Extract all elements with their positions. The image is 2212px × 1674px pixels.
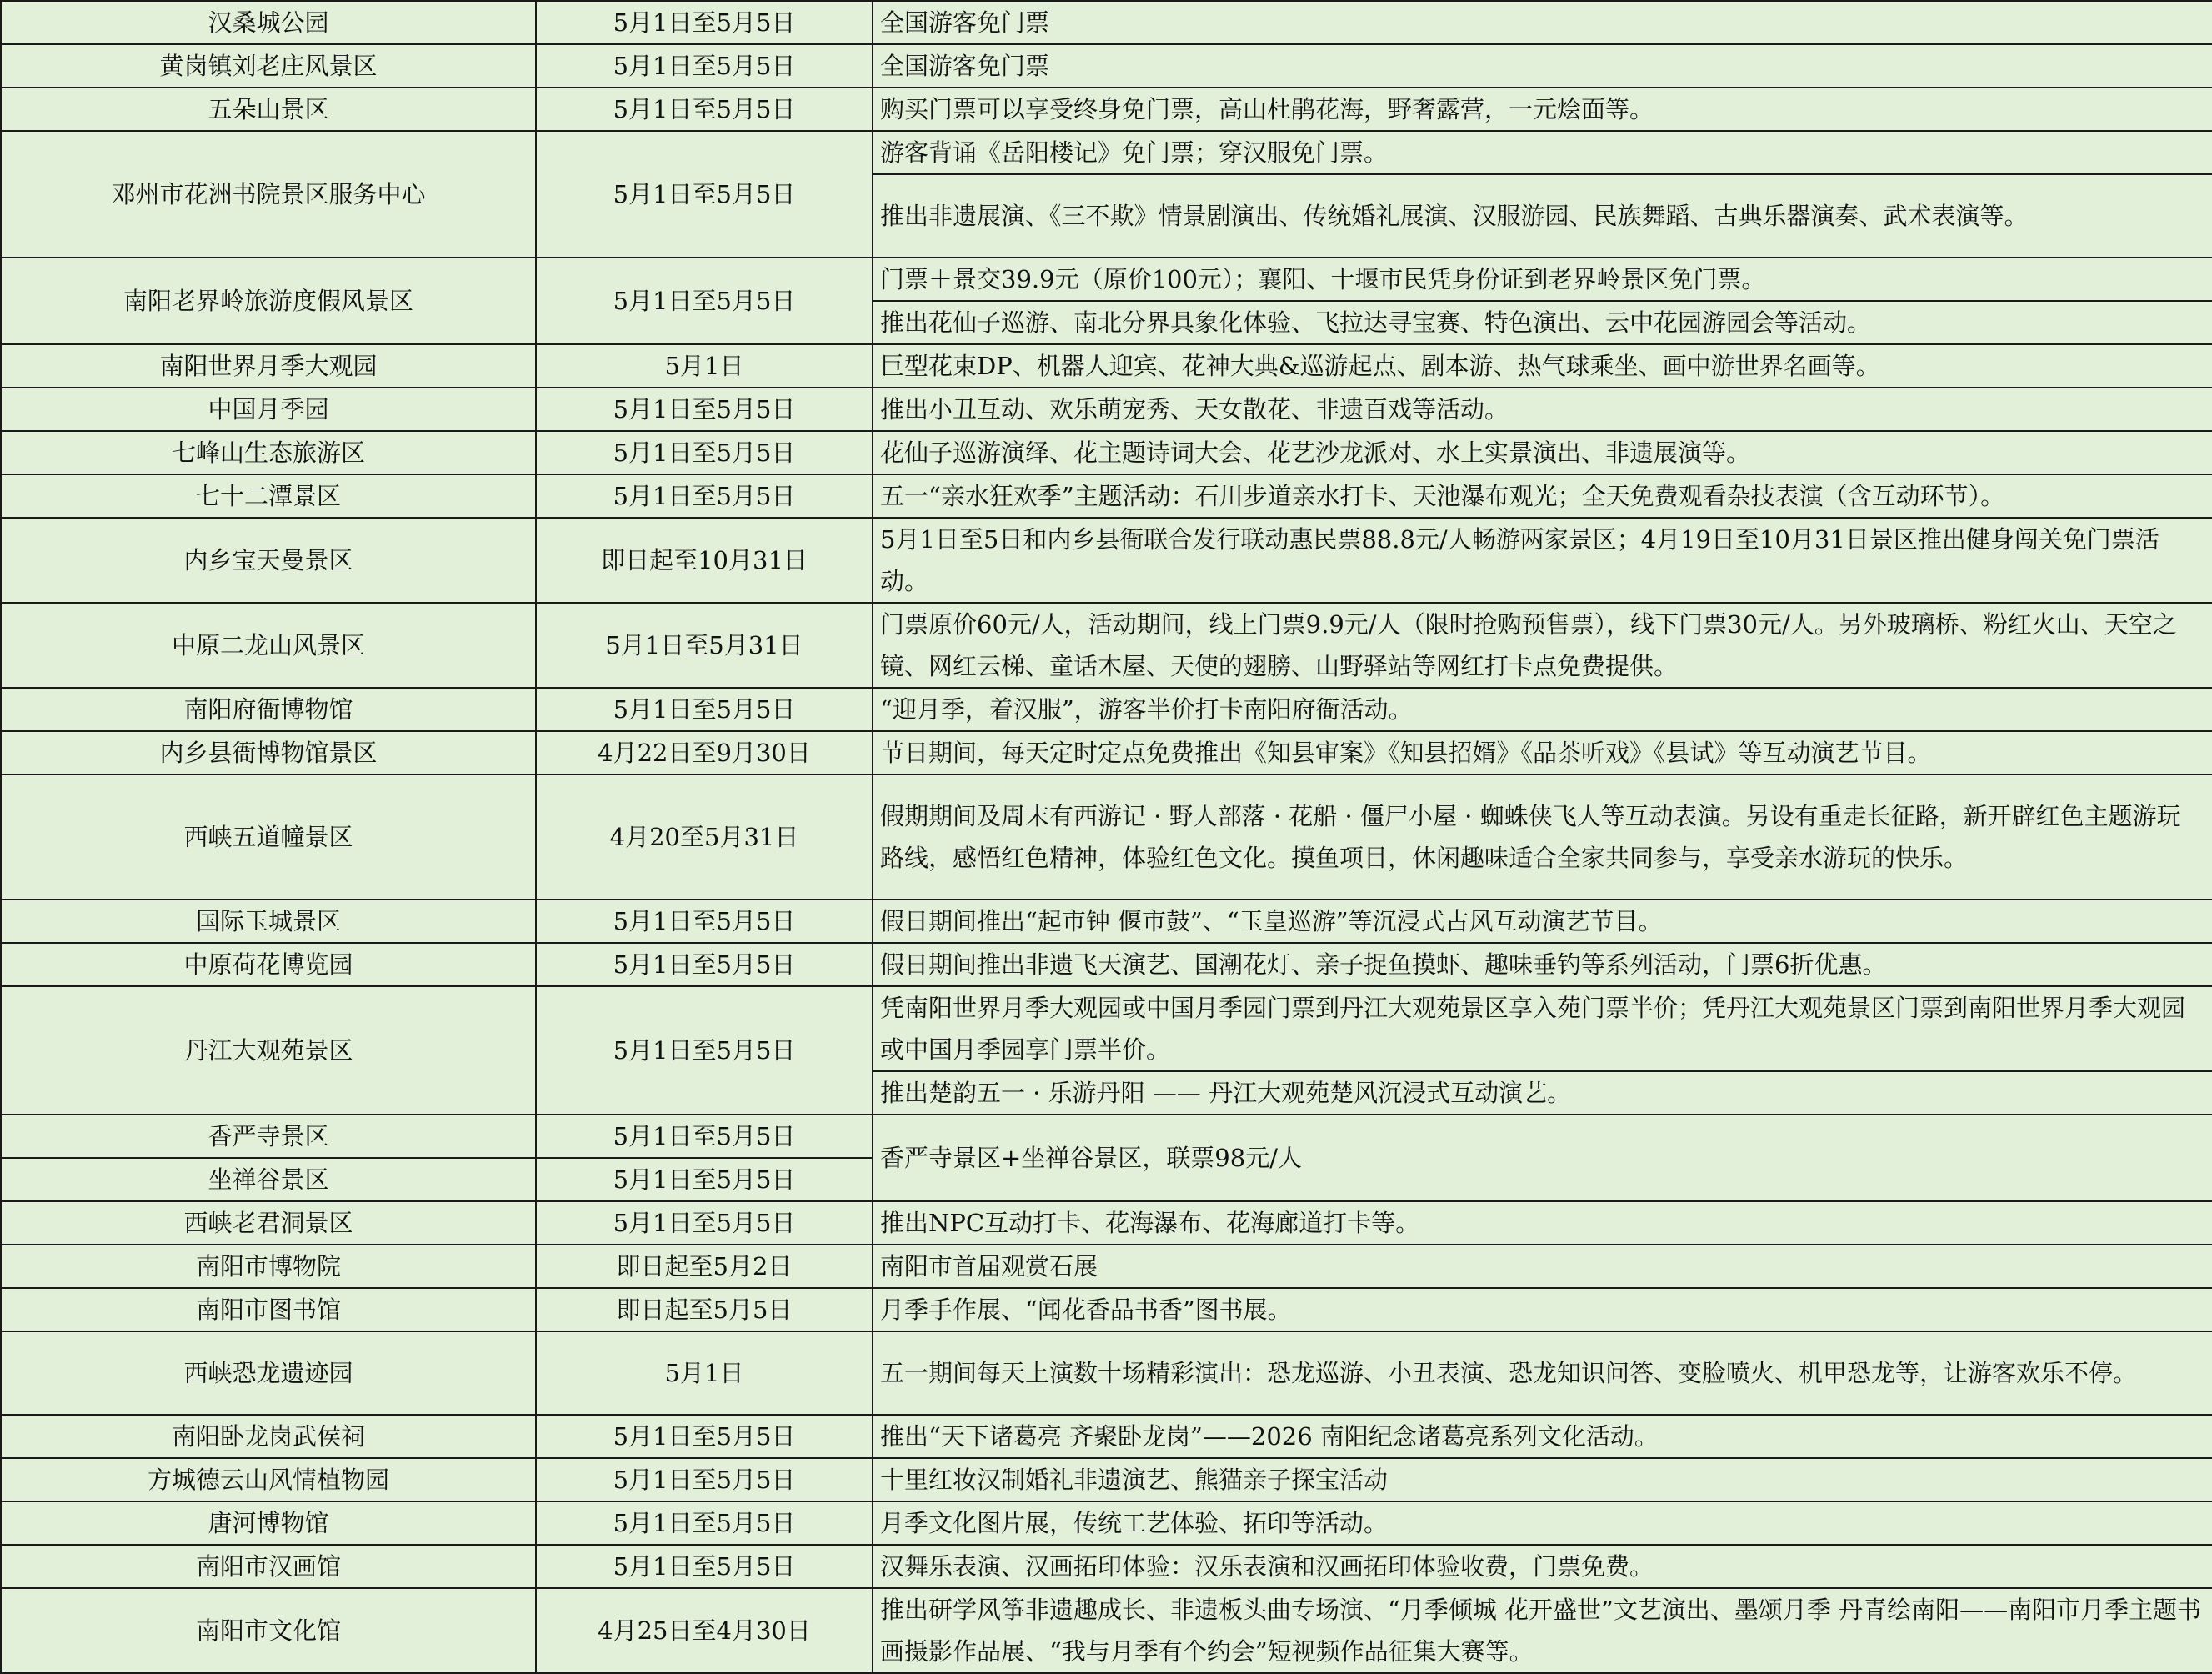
table-row xyxy=(1,943,2212,986)
venue-name-cell: 西峡恐龙遗迹园 xyxy=(1,1331,536,1415)
date-range-cell: 5月1日至5月5日 xyxy=(536,431,873,474)
table-row xyxy=(1,431,2212,474)
date-range-cell: 5月1日至5月5日 xyxy=(536,388,873,431)
venue-name-cell: 南阳市文化馆 xyxy=(1,1588,536,1673)
table-row xyxy=(1,1501,2212,1545)
activity-description-cell: 月季手作展、“闻花香品书香”图书展。 xyxy=(873,1288,2212,1331)
date-range-cell: 5月1日至5月5日 xyxy=(536,1415,873,1458)
table-row xyxy=(1,474,2212,518)
venue-name-cell: 内乡宝天曼景区 xyxy=(1,518,536,603)
date-range-cell: 即日起至10月31日 xyxy=(536,518,873,603)
table-row xyxy=(1,1588,2212,1673)
date-range-cell: 5月1日至5月5日 xyxy=(536,474,873,518)
venue-name-cell: 南阳卧龙岗武侯祠 xyxy=(1,1415,536,1458)
venue-name-cell: 南阳世界月季大观园 xyxy=(1,344,536,388)
date-range-cell: 5月1日至5月5日 xyxy=(536,1458,873,1501)
date-range-cell: 5月1日至5月31日 xyxy=(536,603,873,688)
activity-description-cell: 十里红妆汉制婚礼非遗演艺、熊猫亲子探宝活动 xyxy=(873,1458,2212,1501)
date-range-cell: 5月1日至5月5日 xyxy=(536,1158,873,1201)
table-row xyxy=(1,518,2212,603)
venue-name-cell: 七十二潭景区 xyxy=(1,474,536,518)
venue-name-cell: 汉桑城公园 xyxy=(1,1,536,44)
table-row xyxy=(1,774,2212,900)
date-range-cell: 5月1日至5月5日 xyxy=(536,986,873,1115)
venue-name-cell: 香严寺景区 xyxy=(1,1115,536,1158)
date-range-cell: 5月1日 xyxy=(536,1331,873,1415)
venue-name-cell: 西峡老君洞景区 xyxy=(1,1201,536,1245)
activity-description-cell: 推出花仙子巡游、南北分界具象化体验、飞拉达寻宝赛、特色演出、云中花园游园会等活动。 xyxy=(873,301,2212,344)
venue-name-cell: 中原荷花博览园 xyxy=(1,943,536,986)
activity-description-cell: 假日期间推出“起市钟 偃市鼓”、“玉皇巡游”等沉浸式古风互动演艺节目。 xyxy=(873,900,2212,943)
activity-description-cell: 五一期间每天上演数十场精彩演出：恐龙巡游、小丑表演、恐龙知识问答、变脸喷火、机甲恐龙等，让游客欢乐不停。 xyxy=(873,1331,2212,1415)
date-range-cell: 5月1日至5月5日 xyxy=(536,258,873,344)
activity-description-cell: 推出研学风筝非遗趣成长、非遗板头曲专场演、“月季倾城 花开盛世”文艺演出、墨颂月季 丹青绘南阳——南阳市月季主题书画摄影作品展、“我与月季有个约会”短视频作品征集大赛等。 xyxy=(873,1588,2212,1673)
activity-description-cell: 推出NPC互动打卡、花海瀑布、花海廊道打卡等。 xyxy=(873,1201,2212,1245)
date-range-cell: 4月25日至4月30日 xyxy=(536,1588,873,1673)
activity-description-cell: 推出小丑互动、欢乐萌宠秀、天女散花、非遗百戏等活动。 xyxy=(873,388,2212,431)
venue-name-cell: 黄岗镇刘老庄风景区 xyxy=(1,44,536,88)
venue-name-cell: 内乡县衙博物馆景区 xyxy=(1,731,536,774)
activity-description-cell: 凭南阳世界月季大观园或中国月季园门票到丹江大观苑景区享入苑门票半价；凭丹江大观苑景区门票到南阳世界月季大观园或中国月季园享门票半价。 xyxy=(873,986,2212,1071)
venue-name-cell: 五朵山景区 xyxy=(1,88,536,131)
table-row xyxy=(1,388,2212,431)
table-row xyxy=(1,88,2212,131)
venue-name-cell: 南阳市图书馆 xyxy=(1,1288,536,1331)
table-row xyxy=(1,1458,2212,1501)
activity-description-cell: 南阳市首届观赏石展 xyxy=(873,1245,2212,1288)
activity-description-cell: 全国游客免门票 xyxy=(873,44,2212,88)
venue-name-cell: 南阳府衙博物馆 xyxy=(1,688,536,731)
venue-name-cell: 西峡五道幢景区 xyxy=(1,774,536,900)
activity-description-cell: 汉舞乐表演、汉画拓印体验：汉乐表演和汉画拓印体验收费，门票免费。 xyxy=(873,1545,2212,1588)
activity-description-cell: 游客背诵《岳阳楼记》免门票；穿汉服免门票。 xyxy=(873,131,2212,174)
activity-description-cell: 5月1日至5日和内乡县衙联合发行联动惠民票88.8元/人畅游两家景区；4月19日至10月31日景区推出健身闯关免门票活动。 xyxy=(873,518,2212,603)
venue-name-cell: 南阳市汉画馆 xyxy=(1,1545,536,1588)
table-row xyxy=(1,1201,2212,1245)
date-range-cell: 4月22日至9月30日 xyxy=(536,731,873,774)
table-row xyxy=(1,1331,2212,1415)
venue-name-cell: 中原二龙山风景区 xyxy=(1,603,536,688)
activity-description-cell: 购买门票可以享受终身免门票，高山杜鹃花海，野奢露营，一元烩面等。 xyxy=(873,88,2212,131)
table-row xyxy=(1,1,2212,44)
date-range-cell: 5月1日至5月5日 xyxy=(536,688,873,731)
activity-description-cell: 推出“天下诸葛亮 齐聚卧龙岗”——2026 南阳纪念诸葛亮系列文化活动。 xyxy=(873,1415,2212,1458)
table-row xyxy=(1,258,2212,301)
table-row xyxy=(1,44,2212,88)
date-range-cell: 5月1日至5月5日 xyxy=(536,44,873,88)
activity-description-cell: 节日期间，每天定时定点免费推出《知县审案》《知县招婿》《品茶听戏》《县试》等互动演艺节目。 xyxy=(873,731,2212,774)
table-row xyxy=(1,1545,2212,1588)
activity-description-cell: “迎月季，着汉服”，游客半价打卡南阳府衙活动。 xyxy=(873,688,2212,731)
date-range-cell: 5月1日 xyxy=(536,344,873,388)
venue-name-cell: 国际玉城景区 xyxy=(1,900,536,943)
table-row xyxy=(1,1245,2212,1288)
table-row xyxy=(1,731,2212,774)
activity-description-cell: 假日期间推出非遗飞天演艺、国潮花灯、亲子捉鱼摸虾、趣味垂钓等系列活动，门票6折优惠。 xyxy=(873,943,2212,986)
venue-name-cell: 唐河博物馆 xyxy=(1,1501,536,1545)
table-row xyxy=(1,1115,2212,1158)
date-range-cell: 4月20至5月31日 xyxy=(536,774,873,900)
date-range-cell: 5月1日至5月5日 xyxy=(536,1501,873,1545)
table-row xyxy=(1,900,2212,943)
venue-name-cell: 方城德云山风情植物园 xyxy=(1,1458,536,1501)
activity-description-cell: 门票＋景交39.9元（原价100元）；襄阳、十堰市民凭身份证到老界岭景区免门票。 xyxy=(873,258,2212,301)
date-range-cell: 5月1日至5月5日 xyxy=(536,1115,873,1158)
date-range-cell: 5月1日至5月5日 xyxy=(536,1,873,44)
activity-description-cell: 月季文化图片展，传统工艺体验、拓印等活动。 xyxy=(873,1501,2212,1545)
venue-name-cell: 坐禅谷景区 xyxy=(1,1158,536,1201)
activity-description-cell: 推出楚韵五一 · 乐游丹阳 —— 丹江大观苑楚风沉浸式互动演艺。 xyxy=(873,1071,2212,1115)
table-row xyxy=(1,986,2212,1071)
venue-name-cell: 南阳老界岭旅游度假风景区 xyxy=(1,258,536,344)
date-range-cell: 即日起至5月5日 xyxy=(536,1288,873,1331)
date-range-cell: 5月1日至5月5日 xyxy=(536,1545,873,1588)
table-row xyxy=(1,344,2212,388)
activity-description-cell: 香严寺景区+坐禅谷景区，联票98元/人 xyxy=(873,1115,2212,1201)
venue-name-cell: 邓州市花洲书院景区服务中心 xyxy=(1,131,536,258)
activity-description-cell: 推出非遗展演、《三不欺》情景剧演出、传统婚礼展演、汉服游园、民族舞蹈、古典乐器演奏、武术表演等。 xyxy=(873,174,2212,258)
activity-description-cell: 巨型花束DP、机器人迎宾、花神大典&巡游起点、剧本游、热气球乘坐、画中游世界名画等。 xyxy=(873,344,2212,388)
venue-name-cell: 南阳市博物院 xyxy=(1,1245,536,1288)
date-range-cell: 5月1日至5月5日 xyxy=(536,900,873,943)
table-row xyxy=(1,1288,2212,1331)
venue-name-cell: 丹江大观苑景区 xyxy=(1,986,536,1115)
venue-name-cell: 七峰山生态旅游区 xyxy=(1,431,536,474)
activity-description-cell: 全国游客免门票 xyxy=(873,1,2212,44)
table-row xyxy=(1,1415,2212,1458)
date-range-cell: 5月1日至5月5日 xyxy=(536,943,873,986)
date-range-cell: 5月1日至5月5日 xyxy=(536,1201,873,1245)
table-row xyxy=(1,688,2212,731)
activity-description-cell: 花仙子巡游演绎、花主题诗词大会、花艺沙龙派对、水上实景演出、非遗展演等。 xyxy=(873,431,2212,474)
activity-description-cell: 假期期间及周末有西游记 · 野人部落 · 花船 · 僵尸小屋 · 蜘蛛侠飞人等互动表演。另设有重走长征路，新开辟红色主题游玩路线，感悟红色精神，体验红色文化。摸鱼项目，休闲趣味适合全家共同参与，享受亲水游玩的快乐。 xyxy=(873,774,2212,900)
venue-name-cell: 中国月季园 xyxy=(1,388,536,431)
date-range-cell: 即日起至5月2日 xyxy=(536,1245,873,1288)
activity-description-cell: 门票原价60元/人，活动期间，线上门票9.9元/人（限时抢购预售票），线下门票30元/人。另外玻璃桥、粉红火山、天空之镜、网红云梯、童话木屋、天使的翅膀、山野驿站等网红打卡点免费提供。 xyxy=(873,603,2212,688)
events-table-body xyxy=(1,1,2212,1673)
table-row xyxy=(1,603,2212,688)
date-range-cell: 5月1日至5月5日 xyxy=(536,131,873,258)
table-row xyxy=(1,131,2212,174)
activity-description-cell: 五一“亲水狂欢季”主题活动：石川步道亲水打卡、天池瀑布观光；全天免费观看杂技表演（含互动环节）。 xyxy=(873,474,2212,518)
date-range-cell: 5月1日至5月5日 xyxy=(536,88,873,131)
